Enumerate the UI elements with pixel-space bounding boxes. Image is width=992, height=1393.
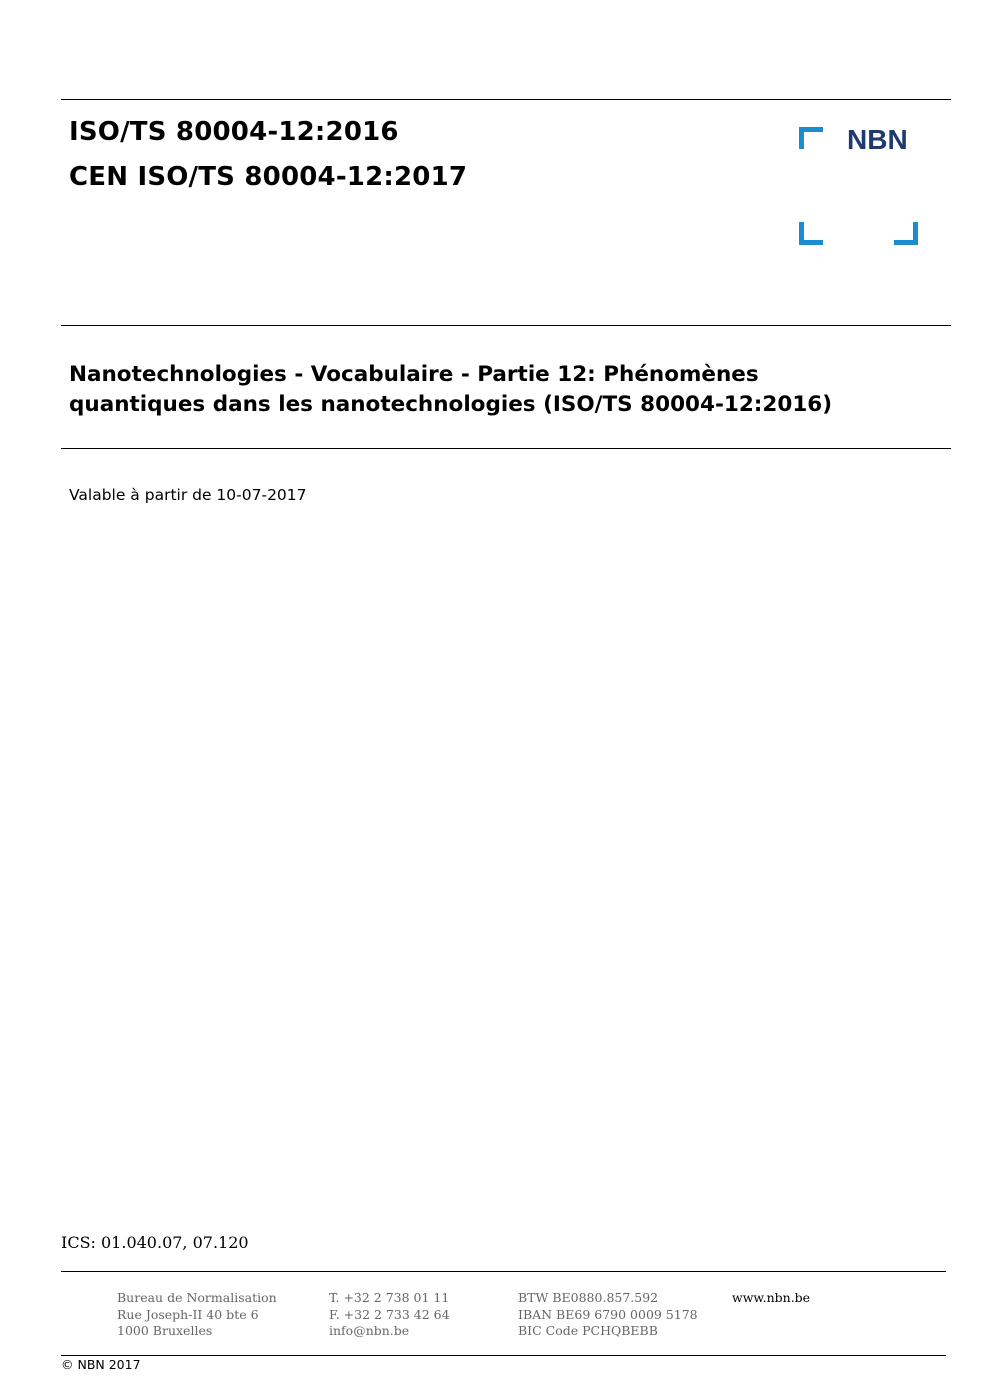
cen-title: CEN ISO/TS 80004-12:2017 bbox=[69, 162, 468, 192]
footer-contact bbox=[329, 1290, 450, 1340]
nbn-logo bbox=[797, 124, 921, 248]
footer-bottom-rule bbox=[61, 1355, 946, 1356]
vat-number: BTW BE0880.857.592 bbox=[518, 1290, 659, 1305]
validity-date: Valable à partir de 10-07-2017 bbox=[69, 486, 307, 504]
ics-codes: ICS: 01.040.07, 07.120 bbox=[61, 1233, 249, 1252]
footer-website bbox=[732, 1290, 810, 1307]
website-link[interactable]: www.nbn.be bbox=[732, 1290, 811, 1305]
bic-code: BIC Code PCHQBEBB bbox=[518, 1323, 658, 1338]
address-line: Bureau de Normalisation bbox=[117, 1290, 277, 1305]
iso-title: ISO/TS 80004-12:2016 bbox=[69, 117, 399, 147]
document-subtitle bbox=[69, 360, 949, 420]
footer-top-rule bbox=[61, 1271, 946, 1272]
subtitle-line-1: Nanotechnologies - Vocabulaire - Partie 12: Phénomènes bbox=[69, 362, 759, 387]
subtitle-line-2: quantiques dans les nanotechnologies (ISO/TS 80004-12:2016) bbox=[69, 392, 833, 417]
address-line: Rue Joseph-II 40 bte 6 bbox=[117, 1306, 259, 1322]
top-rule bbox=[61, 99, 951, 100]
fax-number: F. +32 2 733 42 64 bbox=[329, 1306, 450, 1322]
footer-bank bbox=[518, 1290, 698, 1340]
logo-text: NBN bbox=[847, 124, 908, 155]
subtitle-bottom-rule bbox=[61, 448, 951, 449]
address-line: 1000 Bruxelles bbox=[117, 1323, 213, 1338]
standard-titles bbox=[69, 110, 467, 200]
copyright-notice: © NBN 2017 bbox=[61, 1357, 141, 1372]
email-address[interactable]: info@nbn.be bbox=[329, 1323, 410, 1338]
title-bottom-rule bbox=[61, 325, 951, 326]
iban-number: IBAN BE69 6790 0009 5178 bbox=[518, 1306, 698, 1322]
phone-number: T. +32 2 738 01 11 bbox=[329, 1290, 450, 1305]
footer-address bbox=[117, 1290, 277, 1340]
